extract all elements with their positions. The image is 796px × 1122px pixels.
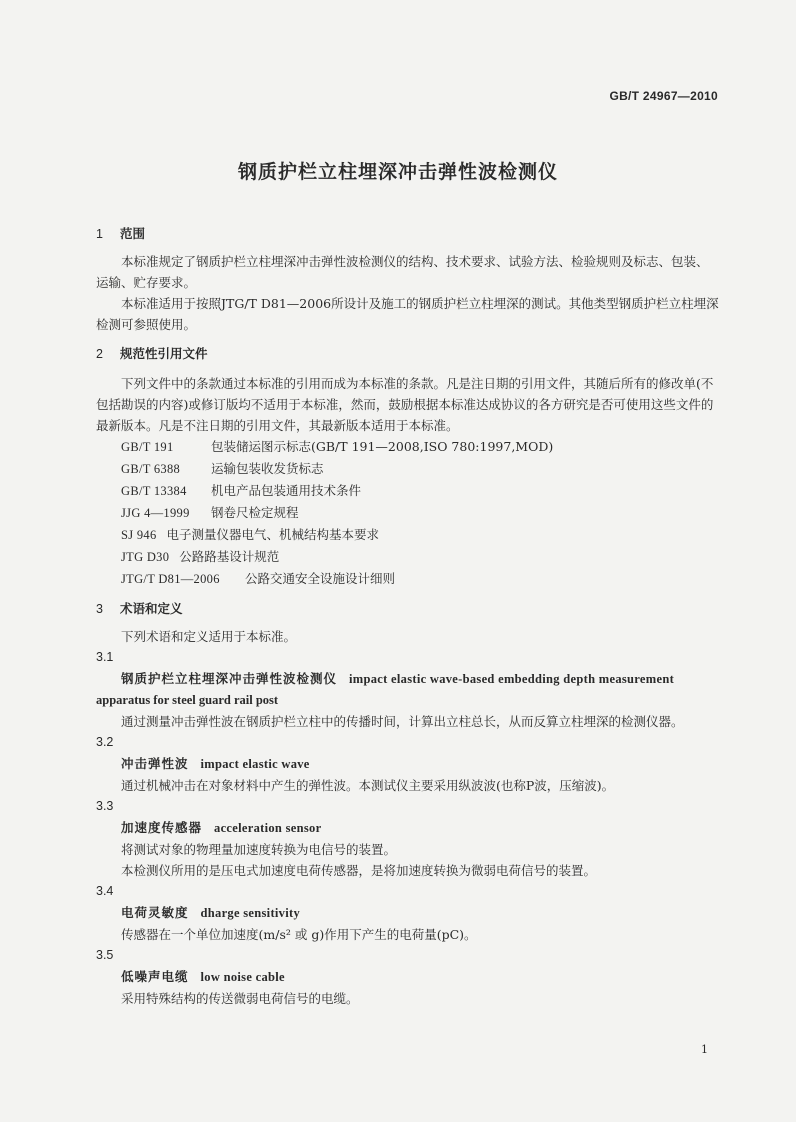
term-number: 3.2 [96,735,114,749]
term-number: 3.4 [96,884,114,898]
paragraph: 本标准规定了钢质护栏立柱埋深冲击弹性波检测仪的结构、技术要求、试验方法、检验规则及标志、包装、运输、贮存要求。 [96,254,709,290]
reference-item: JTG/T D81—2006 公路交通安全设施设计细则 [121,571,396,586]
term-definition: 采用特殊结构的传送微弱电荷信号的电缆。 [121,991,359,1006]
page-title: 钢质护栏立柱埋深冲击弹性波检测仪 [237,161,558,183]
document-body [96,221,720,1009]
term-number: 3.1 [96,650,114,664]
term-number: 3.3 [96,799,114,813]
term-heading: 钢质护栏立柱埋深冲击弹性波检测仪 impact elastic wave-based embedding depth measurement [121,671,675,686]
term-heading: 冲击弹性波 impact elastic wave [121,756,310,771]
term-definition: 通过机械冲击在对象材料中产生的弹性波。本测试仪主要采用纵波波(也称P波，压缩波)。 [121,778,615,793]
term-definition: 通过测量冲击弹性波在钢质护栏立柱中的传播时间，计算出立柱总长，从而反算立柱埋深的检测仪器。 [121,714,684,729]
paragraph: 下列文件中的条款通过本标准的引用而成为本标准的条款。凡是注日期的引用文件，其随后所有的修改单(不包括勘误的内容)或修订版均不适用于本标准，然而，鼓励根据本标准达成协议的各方研究是否可使用这些文件的最新版本。凡是不注日期的引用文件，其最新版本适用于本标准。 [96,376,714,433]
paragraph: 下列术语和定义适用于本标准。 [121,629,297,644]
term-heading: 电荷灵敏度 dharge sensitivity [121,905,301,920]
term-heading: 低噪声电缆 low noise cable [121,969,285,984]
reference-item: GB/T 6388 运输包装收发货标志 [121,461,324,476]
reference-item: JTG D30 公路路基设计规范 [121,549,280,564]
term-definition: 本检测仪所用的是压电式加速度电荷传感器，是将加速度转换为微弱电荷信号的装置。 [121,863,597,878]
term-definition: 将测试对象的物理量加速度转换为电信号的装置。 [121,842,397,857]
section-heading-scope: 1 范围 [96,226,146,241]
section-heading-normative-references: 2 规范性引用文件 [96,346,208,361]
reference-item: GB/T 13384 机电产品包装通用技术条件 [121,483,362,498]
term-definition: 传感器在一个单位加速度(m/s² 或 g)作用下产生的电荷量(pC)。 [121,927,477,942]
reference-item: GB/T 191 包装储运图示标志(GB/T 191—2008,ISO 780:1997,MOD) [121,439,554,454]
reference-item: SJ 946 电子测量仪器电气、机械结构基本要求 [121,527,380,542]
term-number: 3.5 [96,948,114,962]
page-number: 1 [701,1043,708,1056]
reference-item: JJG 4—1999 钢卷尺检定规程 [121,505,299,520]
standard-code: GB/T 24967—2010 [609,89,718,103]
term-heading-continued: apparatus for steel guard rail post [96,693,279,707]
paragraph: 本标准适用于按照JTG/T D81—2006所设计及施工的钢质护栏立柱埋深的测试。其他类型钢质护栏立柱埋深检测可参照使用。 [96,296,719,332]
section-heading-terms-definitions: 3 术语和定义 [96,601,183,616]
term-heading: 加速度传感器 acceleration sensor [121,820,322,835]
